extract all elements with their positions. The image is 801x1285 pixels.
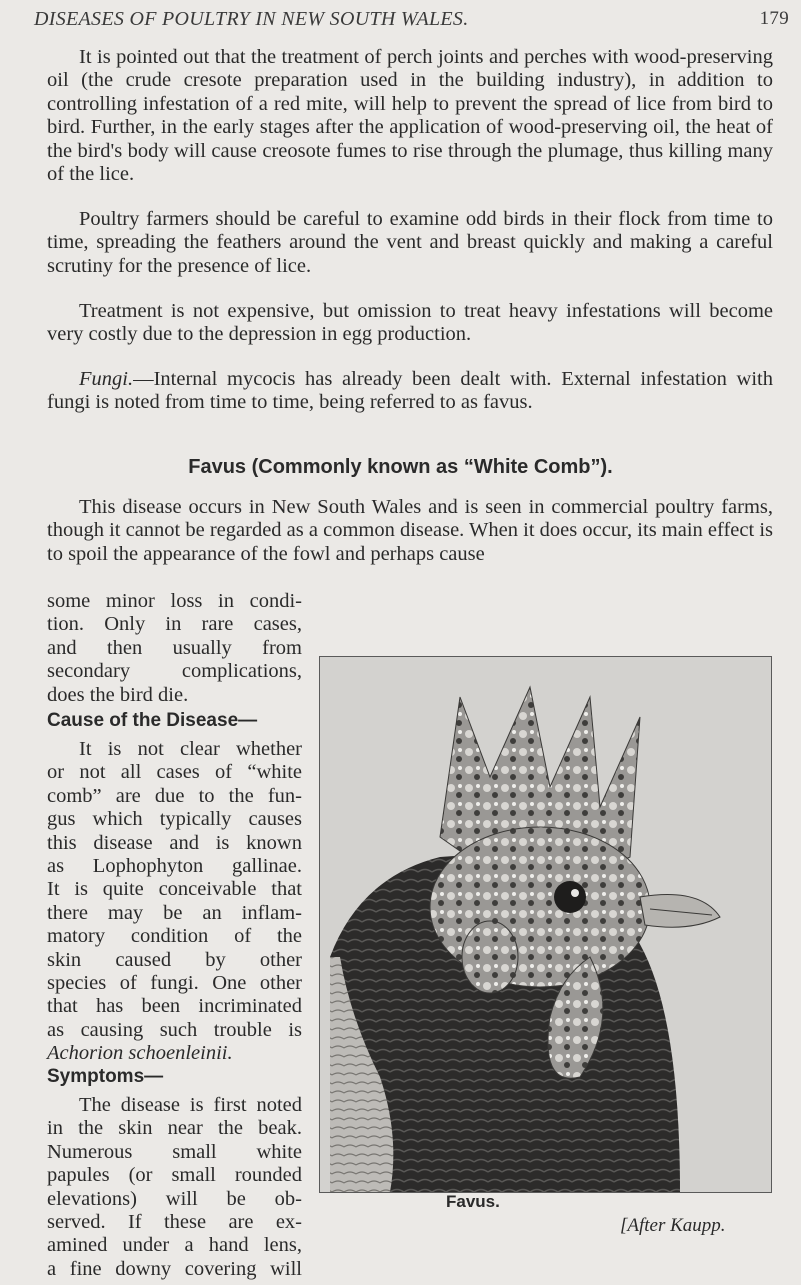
column-line: as Lophophyton gallinae. [47,855,302,878]
page-number: 179 [759,8,789,29]
column-line: skin caused by other [47,948,302,971]
column-line: The disease is first noted [79,1094,302,1116]
column-line: a fine downy covering will [47,1257,302,1280]
column-line: matory condition of the [47,925,302,948]
rooster-head-illustration [320,657,771,1192]
paragraph-fungi [47,368,773,415]
figure-caption: Favus. [446,1192,500,1211]
column-line: It is not clear whether [79,738,302,760]
section-heading-favus: Favus (Commonly known as “White Comb”). [188,456,613,478]
column-line: there may be an inflam- [47,901,302,924]
column-line: amined under a hand lens, [47,1234,302,1257]
column-line: in the skin near the beak. [47,1117,302,1140]
figure-credit: [After Kaupp. [620,1215,726,1236]
paragraph-perch-treatment: It is pointed out that the treatment of perch joints and perches with wood-preserving oil (the crude cresote preparation used in the building industry), in addition to controlling infestation of a red mite, will help to prevent the spread of lice from bird to bird. Further, in the early stages after the application of wood-preserving oil, the heat of the bird's body will cause creosote fumes to rise through the plumage, thus killing many of the lice. [47,46,773,186]
column-line: that has been incriminated [47,995,302,1018]
column-line: this disease and is known [47,831,302,854]
column-line: served. If these are ex- [47,1211,302,1234]
column-line: comb” are due to the fun- [47,784,302,807]
column-line: Numerous small white [47,1140,302,1163]
fungi-lead: Fungi. [79,368,134,390]
column-line: secondary complications, [47,660,302,683]
column-line: papules (or small rounded [47,1164,302,1187]
paragraph-examine-birds: Poultry farmers should be careful to examine odd birds in their flock from time to time, spreading the feathers around the vent and breast quickly and making a careful scrutiny for the presence of lice. [47,208,773,277]
column-cause [47,738,302,1066]
column-line: as causing such trouble is [47,1018,302,1041]
column-line: species of fungi. One other [47,972,302,995]
column-line: some minor loss in condi- [47,590,302,612]
column-line: gus which typically causes [47,808,302,831]
fungi-text: —Internal mycocis has already been dealt with. External infestation with fungi is noted from time to time, being referred to as favus. [47,368,773,414]
column-line: Achorion schoenleinii. [47,1042,233,1065]
subheading-symptoms: Symptoms— [47,1066,164,1087]
column-line: or not all cases of “white [47,761,302,784]
column-symptoms [47,1094,302,1281]
paragraph-treatment-cost: Treatment is not expensive, but omission to treat heavy infestations will become very costly due to the depression in egg production. [47,300,773,346]
favus-photograph [319,656,772,1193]
running-head-title: DISEASES OF POULTRY IN NEW SOUTH WALES. [34,8,469,30]
column-line: and then usually from [47,636,302,659]
running-head [34,8,789,38]
column-line: does the bird die. [47,683,189,706]
column-line: It is quite conceivable that [47,878,302,901]
paragraph-favus-intro: This disease occurs in New South Wales and is seen in commercial poultry farms, though it cannot be regarded as a common disease. When it does occur, its main effect is to spoil the appearance of the fowl and perhaps cause [47,496,773,565]
column-line: elevations) will be ob- [47,1187,302,1210]
column-line: tion. Only in rare cases, [47,613,302,636]
column-intro-tail [47,590,302,707]
subheading-cause: Cause of the Disease— [47,710,258,731]
